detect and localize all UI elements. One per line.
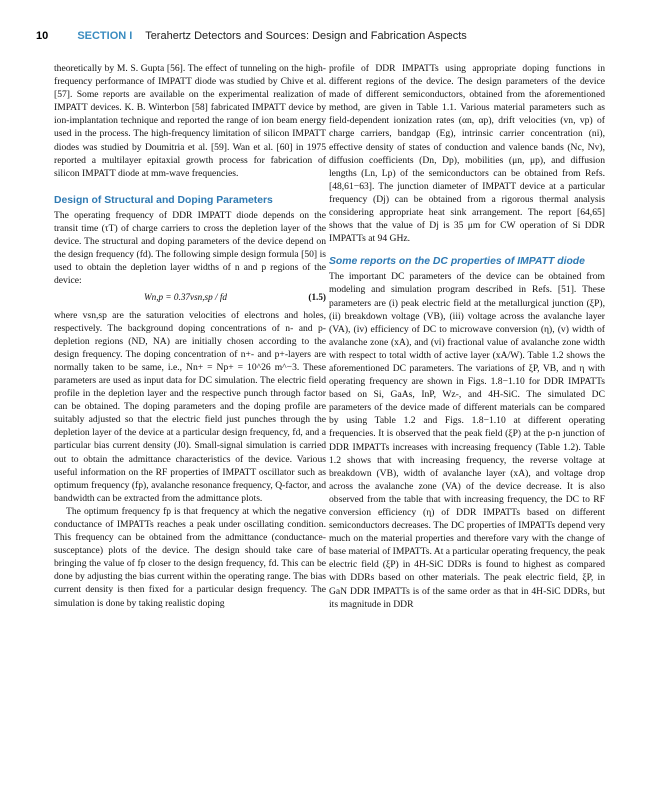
page-number: 10 xyxy=(36,30,49,42)
paragraph: theoretically by M. S. Gupta [56]. The effect of tunneling on the high-frequency performance of IMPATT diode was studied by Chive et al. [57]. Some reports are available on the experimental realization of IMPATT devices. K. B. Winterbon [58] fabricated IMPATT device by ion-implantation technique and reported the range of ion beam energy used in the process. The high-frequency limitation of silicon IMPATT diodes was studied by Doumitria et al. [59]. Wan et al. [60] in 1975 reported a multilayer epitaxial growth process for fabrication of silicon IMPATT diode at mm-wave frequencies. xyxy=(54,63,326,179)
equation-number: (1.5) xyxy=(308,292,326,303)
page-header xyxy=(36,30,616,48)
paragraph: profile of DDR IMPATTs using appropriate doping functions in different regions of the device. The design parameters of the device made of different semiconductors, obtained from the aforementioned method, are given in Table 1.1. Various material parameters such as field-dependent ionization rates (αn, αp), drift velocities (vn, vp) of charge carriers, bandgap (Eg), intrinsic carrier concentration (ni), effective density of states of conduction and valence bands (Nc, Nv), diffusion coefficients (Dn, Dp), mobilities (μn, μp), and diffusion lengths (Ln, Lp) of the semiconductors can be obtained from Refs. [48,61−63]. The junction diameter of IMPATT device at a particular frequency (Dj) can be obtained from a rigorous thermal analysis considering appropriate heat sink arrangement. The report [64,65] shows that the value of Dj is 35 μm for CW operation of Si DDR IMPATTs at 94 GHz. xyxy=(329,63,605,245)
equation-formula: Wn,p = 0.37vsn,sp / fd xyxy=(144,292,228,303)
right-column xyxy=(329,62,605,611)
paragraph: The optimum frequency fp is that frequency at which the negative conductance of IMPATTs reaches a peak under oscillating condition. This frequency can be obtained from the admittance (conductance-susceptance) plots of the device. The design should take care of bringing the value of fp closer to the design frequency, fd. This can be done by adjusting the bias current within the operating range. The bias current density is then fixed for a particular design frequency. The simulation is done by taking realistic doping xyxy=(54,505,326,609)
section-label: SECTION I xyxy=(77,30,133,42)
paragraph: The important DC parameters of the device can be obtained from modeling and simulation program described in Refs. [51]. These parameters are (i) peak electric field at the metallurgical junction (ξP), (ii) breakdown voltage (VB), (iii) voltage across the avalanche layer (VA), (iv) efficiency of DC to microwave conversion (η), (v) width of avalanche zone (xA), and (vi) fractional value of avalanche zone width with respect to total width of active layer (xA/W). Table 1.2 shows the aforementioned DC parameters. The variations of ξP, VB, and η with operating frequency are shown in Figs. 1.8−1.10 for DDR IMPATTs based on Si, GaAs, InP, Wz-, and 4H-SiC. The simulated DC parameters of the device made of different materials can be compared by using Table 1.2 and Figs. 1.8−1.10 at different operating frequencies. It is observed that the peak field (ξP) at the p-n junction of DDR IMPATTs increases with increasing frequency (Table 1.2). Table 1.2 shows that with increasing frequency, the reverse voltage at breakdown (VB), width of avalanche layer (xA), and voltage drop across the avalanche zone (VA) of the device decrease. It is also observed from the table that with increasing frequency, the DC to RF conversion efficiency (η) of DDR IMPATTs based on different semiconductors decreases. The DC properties of IMPATTs depend very much on the material properties and therefore vary with the change of base material of IMPATTs. At a particular operating frequency, the peak electric field (ξP) in 4H-SiC DDRs is found to highest as compared with DDRs based on other materials. The peak electric field, ξP, in GaN DDR IMPATTs is of the same order as that in 4H-SiC DDRs, but its magnitude in DDR xyxy=(329,271,605,610)
paragraph: The operating frequency of DDR IMPATT diode depends on the transit time (τT) of charge carriers to cross the depletion layer of the device. The structural and doping parameters of the device depend on the design frequency (fd). The following simple design formula [50] is used to obtain the depletion layer widths of n and p regions of the device: xyxy=(54,209,326,287)
section-heading: Design of Structural and Doping Parameters xyxy=(54,194,273,206)
running-title: Terahertz Detectors and Sources: Design and Fabrication Aspects xyxy=(145,30,467,42)
left-column xyxy=(54,62,326,610)
equation xyxy=(54,291,326,304)
paragraph: where vsn,sp are the saturation velocities of electrons and holes, respectively. The background doping concentrations of n- and p-depletion regions (ND, NA) are initially chosen according to the design frequency. The doping concentration of n+- and p+-layers are normally taken to be same, i.e., Nn+ = Np+ = 10^26 m^−3. These parameters are used as input data for DC simulation. The electric field profile in the depletion layer and the respective punch through factor can be obtained. The doping parameters and the doping profile are suitably adjusted so that the electric field just punches through the depletion layer of the device at a particular design frequency, fd, and a particular bias current density (J0). Small-signal simulation is carried out to obtain the admittance characteristics of the device. Various useful information on the RF properties of IMPATT oscillator such as optimum frequency (fp), avalanche resonance frequency, Q-factor, and bandwidth can be extracted from the admittance plots. xyxy=(54,309,326,504)
subsection-heading: Some reports on the DC properties of IMPATT diode xyxy=(329,256,585,268)
